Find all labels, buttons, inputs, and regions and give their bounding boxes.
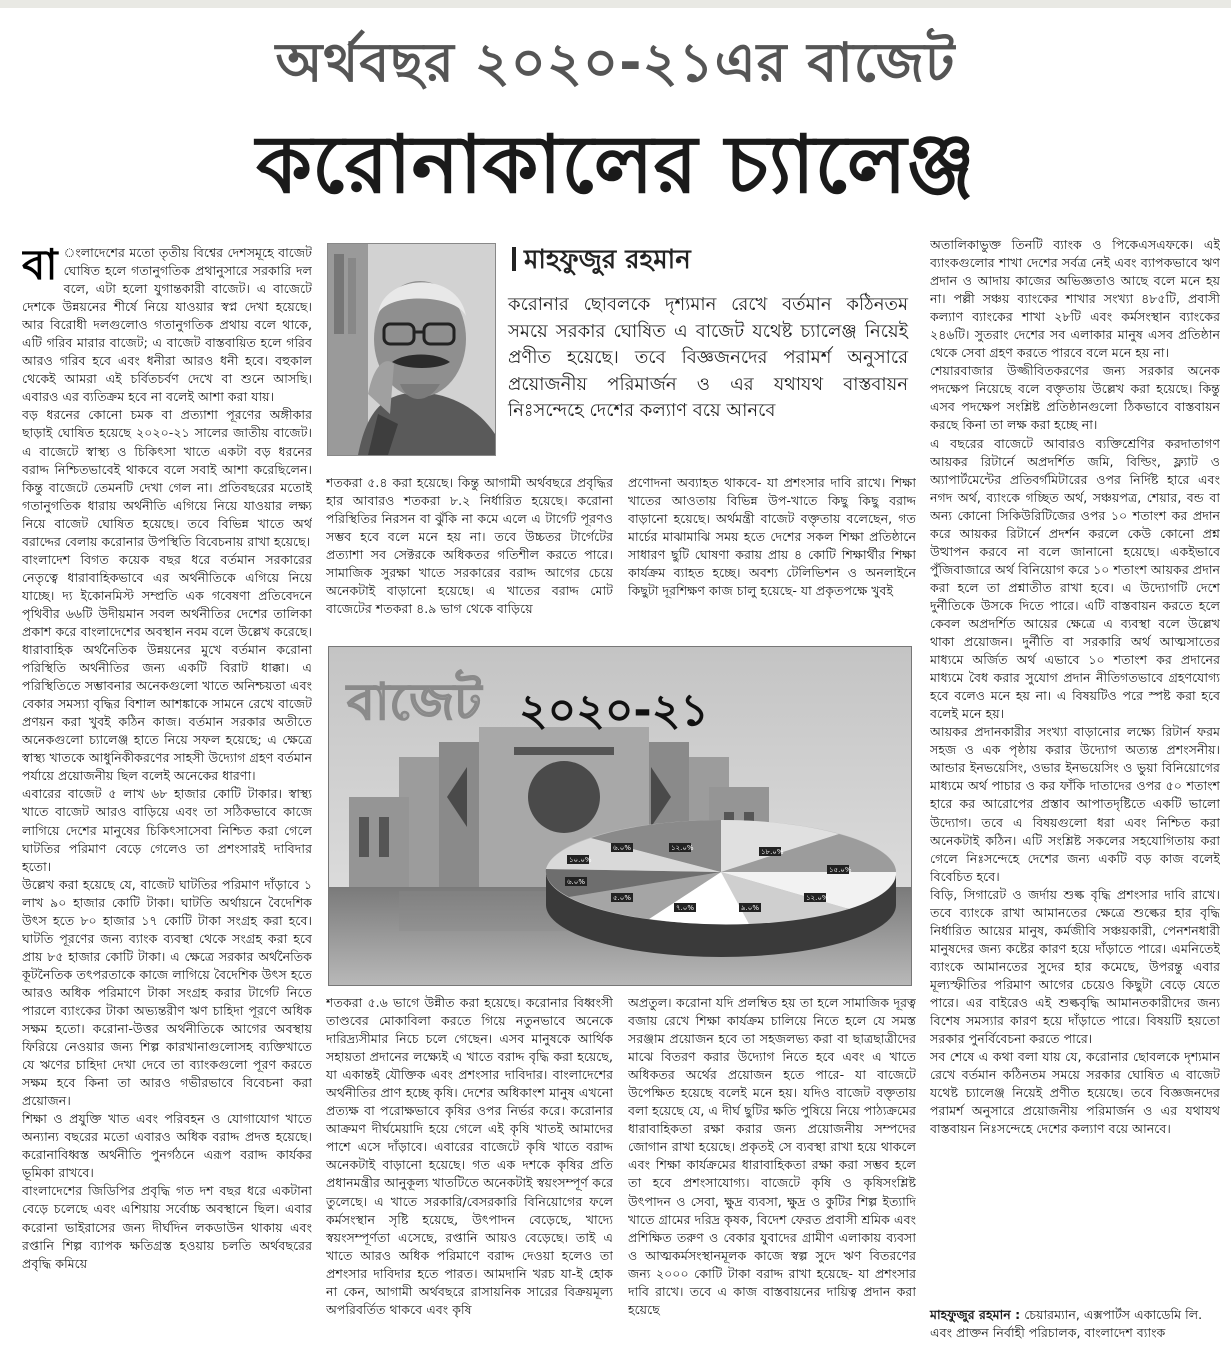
paragraph: বিড়ি, সিগারেট ও জর্দায় শুল্ক বৃদ্ধি প্রশংসার দাবি রাখে। তবে ব্যাংকে রাখা আমানতের ক্ষেত্রে শুল্কের হার বৃদ্ধি নির্ধারিত আয়ের মানুষ, কর্মজীবি সঞ্চয়কারী, পেনশনধারী মানুষদের জন্য কষ্টের কারণ হয়ে দাঁড়াতে পারে। এমনিতেই ব্যাংকে আমানতের সুদের হার কমেছে, উপরন্তু এবার মূল্যস্ফীতির পরিমাণ আগের চেয়েও কিছুটা বেড়ে যেতে পারে। এর বাইরেও এই শুল্কবৃদ্ধি আমানতকারীদের জন্য বিশেষ সমস্যার কারণ হয়ে দাঁড়াতে পারে। বিষয়টি হয়তো সরকার পুনর্বিবেচনা করতে পারে। bbox=[930, 886, 1220, 1047]
column-2-bottom: শতকরা ৫.৬ ভাগে উন্নীত করা হয়েছে। করোনার বিধ্বংসী তাণ্ডবের মোকাবিলা করতে গিয়ে নতুনভাবে অনেকে দারিদ্র্যসীমার নিচে চলে গেছেন। এসব মানুষকে আর্থিক সহায়তা প্রদানের লক্ষ্যেই এ খাতে বরাদ্দ বৃদ্ধি করা হয়েছে, যা একান্তই যৌক্তিক এবং প্রশংসার দাবিদার। বাংলাদেশের অর্থনীতির প্রাণ হচ্ছে কৃষি। দেশের অধিকাংশ মানুষ এখনো প্রত্যক্ষ বা পরোক্ষভাবে কৃষির ওপর নির্ভর করে। করোনার আক্রমণ দীর্ঘমেয়াদি হয়ে গেলে এই কৃষি খাতই আমাদের পাশে এসে দাঁড়াবে। এবারের বাজেটে কৃষি খাতে বরাদ্দ অনেকটাই বাড়ানো হয়েছে। গত এক দশকে কৃষির প্রতি প্রধানমন্ত্রীর আনুকূল্য খাতটিতে অনেকটাই স্বয়ংসম্পূর্ণ করে তুলেছে। এ খাতে সরকারি/বেসরকারি বিনিয়োগের ফলে কর্মসংস্থান সৃষ্টি হয়েছে, উৎপাদন বেড়েছে, খাদ্যে স্বয়ংসম্পূর্ণতা এসেছে, রপ্তানি আয়ও বেড়েছে। তাই এ খাতে আরও অধিক পরিমাণে বরাদ্দ দেওয়া হলেও তা প্রশংসার দাবিদার হতে পারত। আমদানি খরচ যা-ই হোক না কেন, আগামী অর্থবছরে রাসায়নিক সারের বিক্রয়মূল্য অপরিবর্তিত থাকবে এবং কৃষি bbox=[326, 995, 613, 1317]
slice-label: ১০.০% bbox=[569, 856, 592, 864]
column-1 bbox=[22, 244, 312, 1364]
drop-cap: বা bbox=[22, 244, 58, 289]
graphic-year: ২০২০-২১ bbox=[519, 685, 709, 736]
slice-label: ৬.০% bbox=[567, 878, 585, 886]
slice-label: ১২.০% bbox=[806, 894, 829, 902]
column-2-top: শতকরা ৫.৪ করা হয়েছে। কিন্তু আগামী অর্থবছরে প্রবৃদ্ধির হার আবারও শতকরা ৮.২ নির্ধারিত হয়েছে। করোনা পরিস্থিতির নিরসন বা ঝুঁকি না কমে এলে এ টার্গেট পূরণও সম্ভব হবে বলে মনে হয় না। তবে উচ্চতর টার্গেটের প্রত্যাশা সব সেক্টরকে অধিকতর গতিশীল করতে পারে। সামাজিক সুরক্ষা খাতে সরকারের বরাদ্দ আগের চেয়ে অনেকটাই বাড়ানো হয়েছে। এ খাতের বরাদ্দ মোট বাজেটের শতকরা ৪.৯ ভাগ থেকে বাড়িয়ে bbox=[326, 475, 613, 617]
paragraph: শিক্ষা ও প্রযুক্তি খাত এবং পরিবহন ও যোগাযোগ খাতে অন্যান্য বছরের মতো এবারও অধিক বরাদ্দ প্রদত্ত হয়েছে। করোনাবিধ্বস্ত অর্থনীতি পুনর্গঠনে এরূপ বরাদ্দ কার্যকর ভূমিকা রাখবে। bbox=[22, 1111, 312, 1181]
paragraph: উল্লেখ করা হয়েছে যে, বাজেট ঘাটতির পরিমাণ দাঁড়াবে ১ লাখ ৯০ হাজার কোটি টাকা। ঘাটতি অর্থায়নে বৈদেশিক উৎস হতে ৮০ হাজার ১৭ কোটি টাকা সংগ্রহ করা হবে। ঘাটতি পূরণের জন্য ব্যাংক ব্যবস্থা থেকে সংগ্রহ করা হবে প্রায় ৮৫ হাজার কোটি টাকা। এ ক্ষেত্রে সরকার অর্থনৈতিক কূটনৈতিক তৎপরতাকে কাজে লাগিয়ে বৈদেশিক উৎস হতে আরও অধিক পরিমাণে টাকা সংগ্রহ করার টার্গেট নিতে পারলে ব্যাংকের টাকা অভ্যন্তরীণ ঋণ চাহিদা পূরণে অধিক সক্ষম হতো। করোনা-উত্তর অর্থনীতিকে আগের অবস্থায় ফিরিয়ে নেওয়ার জন্য শিল্প কারখানাগুলোসহ ব্যক্তিখাতে যে ঋণের চাহিদা দেখা দেবে তা ব্যাংকগুলো পূরণ করতে সক্ষম হবে কিনা তা আরও গভীরভাবে বিবেচনা করা প্রয়োজন। bbox=[22, 876, 312, 1109]
paragraph: এবারের বাজেট ৫ লাখ ৬৮ হাজার কোটি টাকার। স্বাস্থ্য খাতে বাজেট আরও বাড়িয়ে এবং তা সঠিকভাবে কাজে লাগিয়ে দেশের মানুষের চিকিৎসাসেবা নিশ্চিত করা গেলে ঘাটতির পরিমাণ বেড়ে গেলেও তা প্রশংসারই দাবিদার হতো। bbox=[22, 786, 312, 874]
byline bbox=[512, 243, 691, 277]
paragraph: অতালিকাভুক্ত তিনটি ব্যাংক ও পিকেএসএফকে। এই ব্যাংকগুলোর শাখা দেশের সর্বত্র নেই এবং ব্যাপকভাবে ঋণ প্রদান ও আদায় কাজের অভিজ্ঞতাও আছে বলে মনে হয় না। পল্লী সঞ্চয় ব্যাংকের শাখার সংখ্যা ৪৮৫টি, প্রবাসী কল্যাণ ব্যাংকের শাখা ২৮টি এবং কর্মসংস্থান ব্যাংকের ২৪৬টি। সুতরাং দেশের সব এলাকার মানুষ এসব প্রতিষ্ঠান থেকে সেবা গ্রহণ করতে পারবে বলে মনে হয় না। bbox=[930, 237, 1220, 361]
paragraph: বাংলাদেশের জিডিপির প্রবৃদ্ধি গত দশ বছর ধরে একটানা বেড়ে চলেছে এবং এশিয়ায় সর্বোচ্চ অবস্থানে ছিল। এবার করোনা ভাইরাসের জন্য দীর্ঘদিন লকডাউন থাকায় এবং রপ্তানি শিল্প ব্যাপক ক্ষতিগ্রস্ত হওয়ায় চলতি অর্থবছরের প্রবৃদ্ধি কমিয়ে bbox=[22, 1183, 312, 1271]
column-3-top: প্রণোদনা অব্যাহত থাকবে- যা প্রশংসার দাবি রাখে। শিক্ষা খাতের আওতায় বিভিন্ন উপ-খাতে কিছু কিছু বরাদ্দ বাড়ানো হয়েছে। অর্থমন্ত্রী বাজেট বক্তৃতায় বলেছেন, গত মার্চের মাঝামাঝি সময় হতে দেশের সকল শিক্ষা প্রতিষ্ঠানে সাধারণ ছুটি ঘোষণা করায় প্রায় ৪ কোটি শিক্ষার্থীর শিক্ষা কার্যক্রম ব্যাহত হচ্ছে। অবশ্য টেলিভিশন ও অনলাইনে কিছুটা দূরশিক্ষণ কাজ চালু হয়েছে- যা প্রকৃতপক্ষে খুবই bbox=[628, 475, 916, 599]
budget-graphic bbox=[328, 646, 912, 986]
slice-label: ৫.০% bbox=[613, 894, 631, 902]
slice-label: ১৫.০% bbox=[829, 866, 852, 874]
top-band bbox=[0, 0, 1231, 8]
paragraph: বাংলাদেশ বিগত কয়েক বছর ধরে বর্তমান সরকারের নেতৃত্বে ধারাবাহিকভাবে এর অর্থনীতিকে এগিয়ে নিয়ে যাচ্ছে। দ্য ইকোনমিস্ট সম্প্রতি এক গবেষণা প্রতিবেদনে পৃথিবীর ৬৬টি উদীয়মান সবল অর্থনীতির দেশের তালিকা প্রকাশ করে বাংলাদেশের অবস্থান নবম বলে উল্লেখ করেছে। ধারাবাহিক অর্থনৈতিক উন্নয়নের মুখে বর্তমান করোনা পরিস্থিতি অর্থনীতির জন্য একটি বিরাট ধাক্কা। এ পরিস্থিতিতে সম্ভাবনার অনেকগুলো খাতে অনিশ্চয়তা এবং বেকার সমস্যা বৃদ্ধির বিশাল আশঙ্কাকে সামনে রেখে বাজেট প্রণয়ন করা খুবই কঠিন কাজ। বর্তমান সরকার অতীতে অনেকগুলো চ্যালেঞ্জ হাতে নিয়ে সফল হয়েছে; এ ক্ষেত্রে স্বাস্থ্য খাতকে আধুনিকীকরণের সাহসী উদ্যোগ গ্রহণ বর্তমান পর্যায়ে প্রয়োজনীয় ছিল বলেই অনেকের ধারণা। bbox=[22, 551, 312, 784]
paragraph: সব শেষে এ কথা বলা যায় যে, করোনার ছোবলকে দৃশ্যমান রেখে বর্তমান কঠিনতম সময়ে সরকার ঘোষিত এ বাজেট যথেষ্ট চ্যালেঞ্জ নিয়েই প্রণীত হয়েছে। তবে বিজ্ঞজনদের পরামর্শ অনুসারে প্রয়োজনীয় পরিমার্জন ও এর যথাযথ বাস্তবায়ন নিঃসন্দেহে দেশের কল্যাণ বয়ে আনবে। bbox=[930, 1049, 1220, 1137]
paragraph: ংলাদেশের মতো তৃতীয় বিশ্বের দেশসমূহে বাজেট ঘোষিত হলে গতানুগতিক প্রথানুসারে সরকারি দল বলে, এটা হলো যুগান্তকারী বাজেট। এ বাজেটে দেশকে উন্নয়নের শীর্ষে নিয়ে যাওয়ার স্বপ্ন দেখা হয়েছে। আর বিরোধী দলগুলোও গতানুগতিক প্রথায় বলে থাকে, এটি গরিব মারার বাজেট; এ বাজেট বাস্তবায়িত হলে গরিব আরও গরিব হবে এবং ধনীরা আরও ধনী হবে। বহুকাল থেকেই আমরা এই চর্বিতচর্বণ দেখে বা শুনে আসছি। এবারও এর ব্যতিক্রম হবে না বলেই আশা করা যায়। bbox=[22, 245, 312, 405]
slice-label: ৬.০% bbox=[613, 844, 631, 852]
column-3-bottom: অপ্রতুল। করোনা যদি প্রলম্বিত হয় তা হলে সামাজিক দূরত্ব বজায় রেখে শিক্ষা কার্যক্রম চালিয়ে নিতে হলে যে সমস্ত সরঞ্জাম প্রয়োজন হবে তা সহজলভ্য করা বা ছাত্রছাত্রীদের মাঝে বিতরণ করার উদ্যোগ নিতে হবে এবং এ খাতে অধিকতর অর্থের প্রয়োজন হতে পারে- যা বাজেটে উপেক্ষিত হয়েছে বলেই মনে হয়। যদিও বাজেট বক্তৃতায় বলা হয়েছে যে, এ দীর্ঘ ছুটির ক্ষতি পুষিয়ে নিয়ে পাঠ্যক্রমের ধারাবাহিকতা রক্ষা করার জন্য প্রয়োজনীয় সম্পদের জোগান রাখা হয়েছে। প্রকৃতই সে ব্যবস্থা রাখা হয়ে থাকলে এবং শিক্ষা কার্যক্রমের ধারাবাহিকতা রক্ষা করা সম্ভব হলে তা হবে প্রশংসাযোগ্য। বাজেটে কৃষি ও কৃষিসংশ্লিষ্ট উৎপাদন ও সেবা, ক্ষুদ্র ব্যবসা, ক্ষুদ্র ও কুটির শিল্প ইত্যাদি খাতে গ্রামের দরিদ্র কৃষক, বিদেশ ফেরত প্রবাসী শ্রমিক এবং প্রশিক্ষিত তরুণ ও বেকার যুবাদের গ্রামীণ এলাকায় ব্যবসা ও আত্মকর্মসংস্থানমূলক কাজে স্বল্প সুদে ঋণ বিতরণের জন্য ২০০০ কোটি টাকা বরাদ্দ রাখা হয়েছে- যা প্রশংসার দাবি রাখে। তবে এ কাজ বাস্তবায়নের দায়িত্ব প্রদান করা হয়েছে bbox=[628, 995, 916, 1317]
paragraph: শেয়ারবাজার উজ্জীবিতকরণের জন্য সরকার অনেক পদক্ষেপ নিয়েছে বলে বক্তৃতায় উল্লেখ করা হয়েছে। কিন্তু এসব পদক্ষেপ সংশ্লিষ্ট প্রতিষ্ঠানগুলো ঠিকভাবে বাস্তবায়ন করছে কিনা তা লক্ষ করা হচ্ছে না। bbox=[930, 363, 1220, 433]
byline-bar bbox=[512, 247, 516, 271]
column-4 bbox=[930, 236, 1220, 1298]
slice-label: ৯.০% bbox=[741, 904, 759, 912]
kicker-headline: অর্থবছর ২০২০-২১এর বাজেট bbox=[275, 31, 956, 94]
slice-label: ১২.০% bbox=[671, 844, 694, 852]
author-name: মাহফুজুর রহমান bbox=[524, 245, 691, 275]
author-footnote bbox=[930, 1306, 1220, 1342]
footnote-bio: চেয়ারম্যান, এক্সপার্টস একাডেমি লি. এবং প্রাক্তন নির্বাহী পরিচালক, বাংলাদেশ ব্যাংক bbox=[930, 1307, 1203, 1341]
paragraph: বড় ধরনের কোনো চমক বা প্রত্যাশা পূরণের অঙ্গীকার ছাড়াই ঘোষিত হয়েছে ২০২০-২১ সালের জাতীয় বাজেট। এ বাজেটে স্বাস্থ্য ও চিকিৎসা খাতে একটা বড় ধরনের বরাদ্দ নিশ্চিতভাবেই থাকবে বলে সবাই আশা করেছিলেন। কিন্তু বাজেটে তেমনটি দেখা গেল না। প্রতিবছরের মতোই গতানুগতিক ধারায় অর্থনীতি এগিয়ে নিয়ে যাওয়ার লক্ষ্য নিয়ে বাজেট ঘোষিত হয়েছে। তবে বিভিন্ন খাতে অর্থ বরাদ্দের বেলায় করোনার উপস্থিতি বিবেচনায় রাখা হয়েছে। bbox=[22, 407, 312, 549]
graphic-word: বাজেট bbox=[347, 673, 482, 731]
author-photo bbox=[327, 243, 496, 456]
slice-label: ১৮.০% bbox=[761, 848, 784, 856]
paragraph: আয়কর প্রদানকারীর সংখ্যা বাড়ানোর লক্ষ্যে রিটার্ন ফরম সহজ ও এক পৃষ্ঠায় করার উদ্যোগ অত্যন্ত প্রশংসনীয়। আন্ডার ইনভয়েসিং, ওভার ইনভয়েসিং ও ভুয়া বিনিয়োগের মাধ্যমে অর্থ পাচার ও কর ফাঁকি দাতাদের ওপর ৫০ শতাংশ হারে কর আরোপের প্রস্তাব আপাতদৃষ্টিতে একটি ভালো উদ্যোগ। তবে এ বিষয়গুলো ধরা এবং নিশ্চিত করা অনেকটাই কঠিন। এটি সংশ্লিষ্ট সকলের সহযোগিতায় করা গেলে নিঃসন্দেহে দেশের জন্য একটি বড় কাজ বলেই বিবেচিত হবে। bbox=[930, 724, 1220, 884]
paragraph: এ বছরের বাজেটে আবারও ব্যক্তিশ্রেণির করদাতাগণ আয়কর রিটার্নে অপ্রদর্শিত জমি, বিল্ডিং, ফ্ল্যাট ও অ্যাপার্টমেন্টের প্রতিবর্গমিটারের ওপর নির্দিষ্ট হারে এবং নগদ অর্থ, ব্যাংকে গচ্ছিত অর্থ, সঞ্চয়পত্র, শেয়ার, বন্ড বা অন্য কোনো সিকিউরিটিজের ওপর ১০ শতাংশ কর প্রদান করে আয়কর রিটার্নে প্রদর্শন করলে কেউ কোনো প্রশ্ন উত্থাপন করবে না বলে জানানো হয়েছে। একইভাবে পুঁজিবাজারে অর্থ বিনিয়োগ করে ১০ শতাংশ আয়কর প্রদান করা হলে তা প্রশ্নাতীত রাখা হবে। এ উদ্যোগটি দেশে দুর্নীতিকে উসকে দিতে পারে। এটি বাস্তবায়ন করতে হলে কেবল অপ্রদর্শিত আয়ের ক্ষেত্রে এ ব্যবস্থা বলে উল্লেখ থাকা প্রয়োজন। দুর্নীতি বা সরকারি অর্থ আত্মসাতের মাধ্যমে অর্জিত অর্থ এভাবে ১০ শতাংশ কর প্রদানের মাধ্যমে বৈধ করার সুযোগ প্রদান নীতিগতভাবে গ্রহণযোগ্য হবে বলেও মনে হয় না। এ বিষয়টিও পরে স্পষ্ট করা হবে বলেই মনে হয়। bbox=[930, 435, 1220, 722]
footnote-name: মাহফুজুর রহমান : bbox=[930, 1307, 1021, 1322]
pull-quote: করোনার ছোবলকে দৃশ্যমান রেখে বর্তমান কঠিনতম সময়ে সরকার ঘোষিত এ বাজেট যথেষ্ট চ্যালেঞ্জ নিয়েই প্রণীত হয়েছে। তবে বিজ্ঞজনদের পরামর্শ অনুসারে প্রয়োজনীয় পরিমার্জন ও এর যথাযথ বাস্তবায়ন নিঃসন্দেহে দেশের কল্যাণ বয়ে আনবে bbox=[508, 294, 908, 421]
main-headline: করোনাকালের চ্যালেঞ্জ bbox=[256, 118, 975, 211]
slice-label: ৭.০% bbox=[676, 904, 694, 912]
